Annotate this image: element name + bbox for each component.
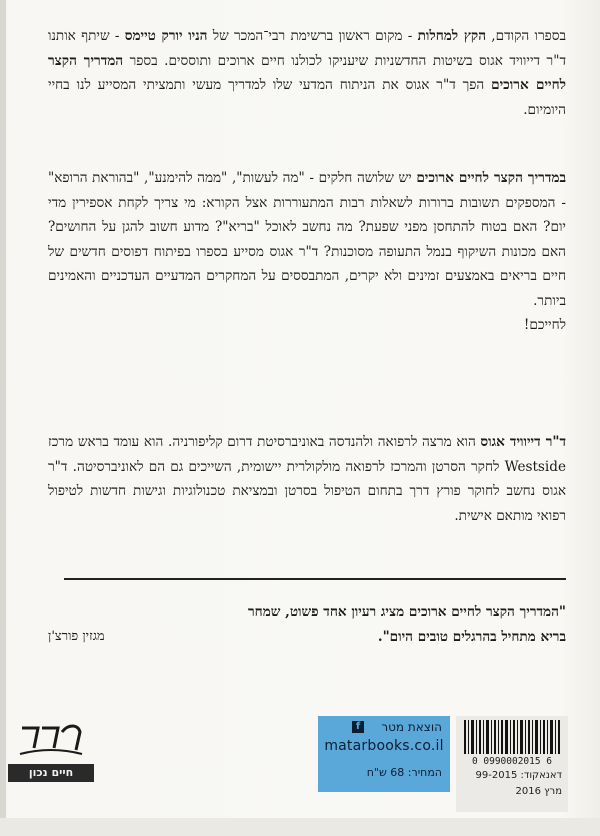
publisher-name: הוצאת מטר (381, 720, 442, 734)
barcode-number: 0 0990002015 6 (471, 756, 553, 767)
intro-text-3: - שיתף אותנו ד"ר דייוויד אגוס בשיטות החדשניות שיעניקו לכולנו חיים ארוכים ותוססים. בספר (48, 28, 566, 69)
price-label: המחיר: 68 ש"ח (366, 766, 442, 779)
barcode-box (456, 716, 568, 812)
quote-last-row (48, 625, 566, 649)
cheers-text: לחייכם! (523, 317, 566, 333)
barcode-icon (456, 718, 568, 756)
intro-text-1: בספרו הקודם, (486, 28, 567, 44)
bottom-edge (0, 818, 600, 836)
book-title-inline: המדריך הקצר לחיים ארוכים (48, 52, 566, 93)
quote-line-1: "המדריך הקצר לחיים ארוכים מציג רעיון אחד פשוט, שמחר (247, 604, 566, 620)
facebook-icon: f (352, 721, 364, 733)
series-label: חיים נכון (8, 764, 94, 782)
previous-book-title: הקץ למחלות (417, 28, 487, 44)
publisher-url: matarbooks.co.il (324, 738, 444, 754)
spine-edge (0, 0, 6, 836)
book-title-lead: במדריך הקצר לחיים ארוכים (416, 170, 566, 186)
print-date: מרץ 2016 (515, 786, 562, 797)
intro-paragraph (48, 24, 566, 122)
quote-line-2: בריא מתחיל בהרגלים טובים היום". (377, 628, 566, 645)
description-text: יש שלושה חלקים - "מה לעשות", "ממה להימנע", "בהוראת הרופא" - המספקים תשובות ברורות לשאלות רבות המתעוררות אצל הקורא: מי צריך לקחת אספירין מדי יום? האם בטוח להתחסן מפני שפעת? מה נחשב לאוכל "בריא"? מדוע חשוב להגן על החושים? האם מכונות השיקוף בנמל התעופה מסוכנות? ד"ר אגוס מסייע בספרו בפיתוח דפוסים חדשים של חיים בריאים באמצעים זמינים ולא יקרים, המתבססים על המחקרים המדעיים העדכניים והאמינים ביותר. (48, 170, 566, 309)
newspaper-name: הניו יורק טיימס (124, 28, 208, 44)
matar-logo-icon (18, 718, 84, 758)
publisher-logo (8, 712, 88, 794)
catalog-code: דאנאקוד: 99-2015 (475, 770, 562, 781)
author-bio-paragraph (48, 430, 566, 528)
book-description-paragraph (48, 166, 566, 338)
review-quote (48, 600, 566, 649)
intro-text-2: - מקום ראשון ברשימת רבי־המכר של (207, 28, 418, 44)
intro-text-4: הפך ד"ר אגוס את הניתוח המדעי שלו למדריך מעשי ותמציתי המסייע לנו בחיי היומיום. (48, 77, 566, 118)
quote-source: מגזין פורצ'ן (48, 628, 105, 644)
divider-line (64, 578, 566, 580)
author-name: ד"ר דייוויד אגוס (480, 434, 566, 450)
author-bio-text: הוא מרצה לרפואה ולהנדסה באוניברסיטת דרום קליפורניה. הוא עומד בראש מרכז Westside לחקר הסרטן והמרכז לרפואה מולקולרית יישומית, השייכים גם הם לאוניברסיטה. ד"ר אגוס נחשב לחוקר פורץ דרך בתחום הטיפול בסרטן ובמציאת טכנולוגיות וגישות חדשות לטיפול רפואי מותאם אישית. (48, 434, 566, 524)
publisher-box (318, 716, 450, 792)
